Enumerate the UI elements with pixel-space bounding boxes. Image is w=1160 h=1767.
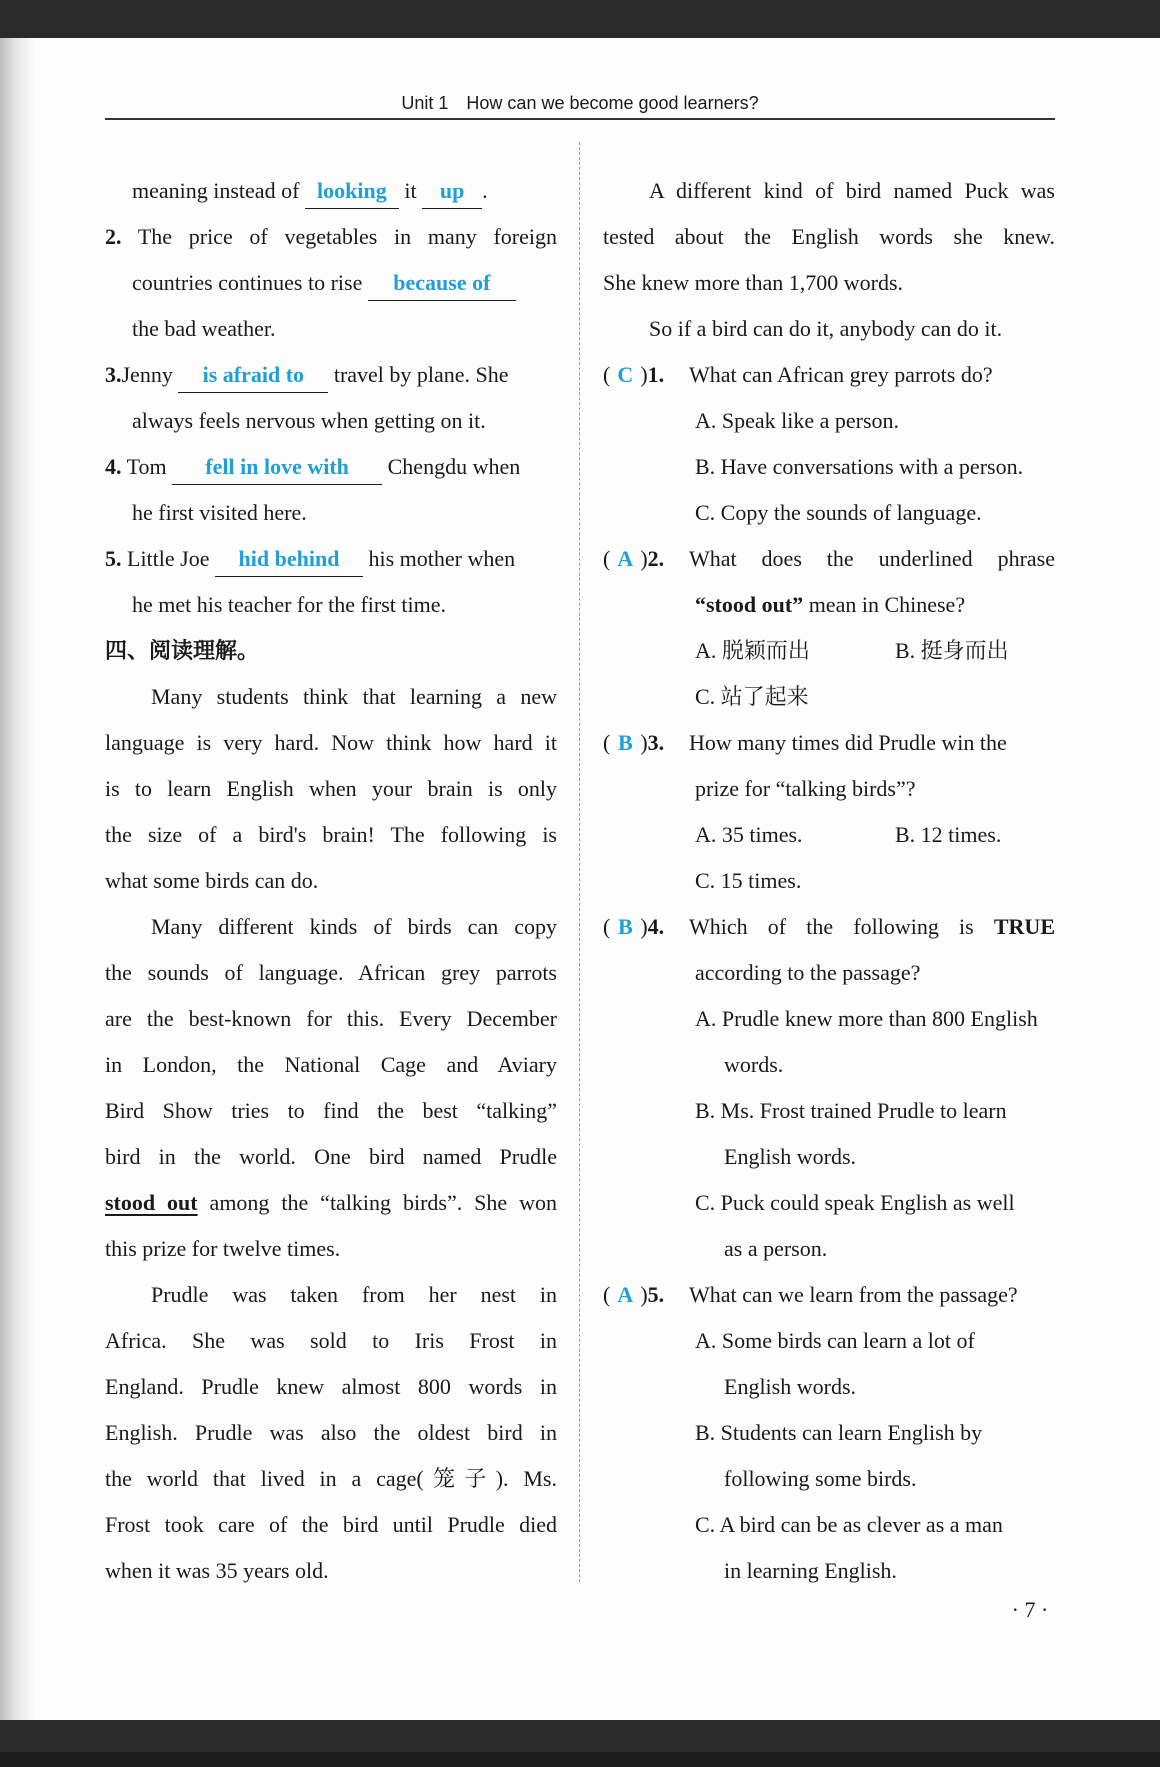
bottom-bar — [0, 1752, 1160, 1767]
text: ( — [603, 730, 611, 755]
option: B. 12 times. — [895, 822, 1002, 847]
section-title: 四、阅读理解。 — [105, 638, 260, 663]
answer-blank: looking — [305, 174, 399, 209]
option: C. 15 times. — [695, 868, 802, 893]
question-text-line-2 — [603, 582, 1055, 628]
text: TRUE — [993, 914, 1055, 939]
question-number: 3. — [105, 362, 122, 387]
option: B. Ms. Frost trained Prudle to learn — [695, 1098, 1007, 1123]
text: ) — [640, 362, 648, 387]
header-rule — [105, 118, 1055, 120]
answer-blank: hid behind — [215, 542, 363, 577]
answer-bracket — [603, 536, 689, 582]
text: Jenny — [121, 362, 179, 387]
paragraph-line: Many different kinds of birds can copy — [151, 914, 557, 939]
text: ( — [603, 362, 611, 387]
question-text — [689, 904, 1055, 950]
paragraph-line: the size of a bird's brain! The following is — [105, 822, 557, 847]
option: C. Copy the sounds of language. — [695, 500, 982, 525]
answer-bracket — [603, 352, 689, 398]
option-continued: following some birds. — [724, 1466, 917, 1491]
paragraph-line: tested about the English words she knew. — [603, 224, 1055, 249]
answer-letter: A — [617, 546, 634, 571]
question-2-line-3: the bad weather. — [132, 316, 276, 341]
option: C. Puck could speak English as well — [695, 1190, 1015, 1215]
option: B. 挺身而出 — [895, 638, 1009, 663]
question-number: 5. — [647, 1282, 665, 1307]
underlined-phrase: stood out — [105, 1190, 198, 1215]
answer-blank: fell in love with — [172, 450, 382, 485]
question-3 — [603, 720, 1055, 766]
text: travel by plane. She — [328, 362, 509, 387]
text: Tom — [126, 454, 173, 479]
question-text: How many times did Prudle win the — [689, 730, 1007, 755]
paragraph-line: what some birds can do. — [105, 868, 319, 893]
paragraph-line: when it was 35 years old. — [105, 1558, 329, 1583]
option-continued: in learning English. — [724, 1558, 897, 1583]
text: mean in Chinese? — [803, 592, 966, 617]
question-3-line-2: always feels nervous when getting on it. — [132, 408, 486, 433]
option: A. 35 times. — [695, 822, 803, 847]
paragraph-line: the world that lived in a cage(笼子). Ms. — [105, 1466, 557, 1491]
question-2-line-1 — [105, 214, 557, 260]
paragraph-line: are the best-known for this. Every December — [105, 1006, 557, 1031]
option-continued: as a person. — [724, 1236, 828, 1261]
question-text: What can African grey parrots do? — [689, 362, 993, 387]
text: it — [398, 178, 423, 203]
paragraph-line: bird in the world. One bird named Prudle — [105, 1144, 557, 1169]
paragraph-line: is to learn English when your brain is only — [105, 776, 557, 801]
paragraph-line: A different kind of bird named Puck was — [649, 178, 1055, 203]
question-number: 4. — [105, 454, 122, 479]
text: his mother when — [362, 546, 516, 571]
text: meaning instead of — [132, 178, 305, 203]
question-number: 1. — [647, 362, 665, 387]
question-number: 3. — [647, 730, 665, 755]
question-4-line-2: he first visited here. — [132, 500, 307, 525]
paragraph-line: She knew more than 1,700 words. — [603, 270, 904, 295]
exercise-line — [105, 168, 557, 214]
paragraph-line: Frost took care of the bird until Prudle died — [105, 1512, 557, 1537]
question-text-line-2: prize for “talking birds”? — [695, 776, 916, 801]
text: ( — [603, 914, 611, 939]
option-continued: English words. — [724, 1144, 856, 1169]
paragraph-line — [105, 1180, 557, 1226]
answer-bracket — [603, 904, 689, 950]
page-number: · 7 · — [1011, 1597, 1049, 1622]
option-continued: English words. — [724, 1374, 856, 1399]
question-number: 5. — [105, 546, 122, 571]
paragraph-line: Bird Show tries to find the best “talking” — [105, 1098, 557, 1123]
answer-letter: C — [617, 362, 634, 387]
paragraph-line: England. Prudle knew almost 800 words in — [105, 1374, 557, 1399]
paragraph-line: English. Prudle was also the oldest bird in — [105, 1420, 557, 1445]
question-4-line-1 — [105, 444, 557, 490]
text: The price of vegetables in many foreign — [137, 224, 557, 249]
question-4 — [603, 904, 1055, 950]
page-header: Unit 1 How can we become good learners? — [401, 93, 759, 113]
paragraph-line: Africa. She was sold to Iris Frost in — [105, 1328, 557, 1353]
question-text: What does the underlined phrase — [689, 546, 1055, 571]
text: Which of the following is — [689, 914, 994, 939]
text: ) — [640, 914, 648, 939]
paragraph-line: this prize for twelve times. — [105, 1236, 341, 1261]
question-number: 2. — [647, 546, 665, 571]
answer-blank: is afraid to — [178, 358, 328, 393]
text: . — [482, 178, 488, 203]
text: ) — [640, 730, 648, 755]
option: B. Students can learn English by — [695, 1420, 983, 1445]
question-text: What can we learn from the passage? — [689, 1282, 1018, 1307]
paragraph-line: Prudle was taken from her nest in — [151, 1282, 557, 1307]
question-5-line-1 — [105, 536, 557, 582]
option: A. Speak like a person. — [695, 408, 900, 433]
option: A. 脱颖而出 — [695, 638, 810, 663]
text: Chengdu when — [382, 454, 521, 479]
answer-blank: up — [422, 174, 482, 209]
question-2-line-2 — [105, 260, 557, 306]
option: A. Some birds can learn a lot of — [695, 1328, 975, 1353]
paragraph-line: Many students think that learning a new — [151, 684, 557, 709]
answer-letter: B — [617, 730, 633, 755]
text: Little Joe — [127, 546, 215, 571]
option-row — [603, 628, 1055, 674]
text: ( — [603, 1282, 611, 1307]
answer-bracket — [603, 1272, 689, 1318]
option: A. Prudle knew more than 800 English — [695, 1006, 1038, 1031]
answer-letter: B — [617, 914, 633, 939]
question-number: 4. — [647, 914, 665, 939]
column-divider — [579, 142, 580, 1582]
option: C. 站了起来 — [695, 684, 809, 709]
answer-bracket — [603, 720, 689, 766]
question-2 — [603, 536, 1055, 582]
paragraph-line: the sounds of language. African grey parrots — [105, 960, 557, 985]
text: ) — [640, 1282, 648, 1307]
text: “stood out” — [695, 592, 804, 617]
option-continued: words. — [724, 1052, 784, 1077]
option-row — [603, 812, 1055, 858]
question-5 — [603, 1272, 1055, 1318]
text: ) — [640, 546, 648, 571]
text: among the “talking birds”. She won — [197, 1190, 557, 1215]
question-text-line-2: according to the passage? — [695, 960, 921, 985]
page-binding-shadow — [0, 38, 36, 1720]
text: ( — [603, 546, 611, 571]
question-5-line-2: he met his teacher for the first time. — [132, 592, 446, 617]
answer-letter: A — [617, 1282, 634, 1307]
question-3-line-1 — [105, 352, 557, 398]
answer-blank: because of — [368, 266, 516, 301]
option: B. Have conversations with a person. — [695, 454, 1024, 479]
option: C. A bird can be as clever as a man — [695, 1512, 1003, 1537]
question-1 — [603, 352, 1055, 398]
text: countries continues to rise — [132, 270, 368, 295]
paragraph-line: in London, the National Cage and Aviary — [105, 1052, 557, 1077]
paragraph-line: So if a bird can do it, anybody can do it. — [649, 316, 1003, 341]
paragraph-line: language is very hard. Now think how hard it — [105, 730, 557, 755]
question-number: 2. — [105, 224, 122, 249]
